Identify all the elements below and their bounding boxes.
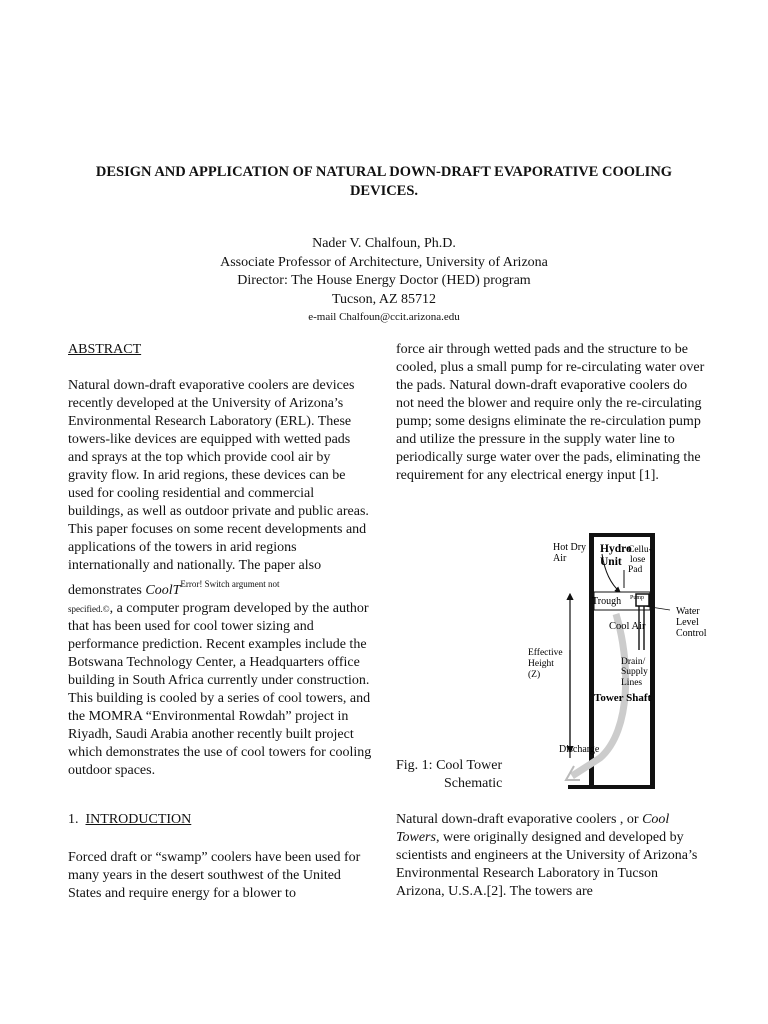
figure-caption-line-2: Schematic [444, 776, 503, 791]
cellulose-pad-label: Cellu-lose Pad [628, 545, 652, 575]
author-block [84, 235, 684, 325]
figure-caption-line-1: Fig. 1: Cool Tower [396, 758, 503, 773]
cool-towers-before: Natural down-draft evaporative coolers , or [396, 812, 643, 827]
program-name: CoolT [145, 583, 181, 598]
abstract-text-before: Natural down-draft evaporative coolers are devices recently developed at the University of Arizona’s Environmental Research Laboratory (ERL). These towers-like devices are equipped with wetted pads and sprays at the top which provide cool air by gravity flow. In arid regions, these devices can be used for cooling residential and commercial buildings, as well as outdoor private and public areas. This paper focuses on some recent developments and applications of the towers in arid regions internationally and nationally. The paper also demonstrates [68, 378, 369, 598]
right-column-bottom-text [396, 811, 706, 901]
cool-tower-schematic [520, 530, 710, 790]
author-director: Director: The House Energy Doctor (HED) program [237, 273, 531, 288]
introduction-paragraph: Forced draft or “swamp” coolers have been used for many years in the desert southwest of the United States and require energy for a blower to [68, 850, 361, 901]
drain-supply-label: Drain/ Supply Lines [621, 657, 648, 688]
title-line-2: DEVICES. [349, 183, 419, 199]
abstract-text [68, 377, 373, 780]
cool-towers-after: , were originally designed and developed by scientists and engineers at the University of Arizona’s Environmental Research Laboratory in Tucson Arizona, U.S.A.[2]. The towers are [396, 830, 698, 899]
author-city: Tucson, AZ 85712 [331, 291, 437, 307]
author-name: Nader V. Chalfoun, Ph.D. [312, 236, 456, 251]
abstract-section [68, 341, 373, 780]
trough-label: Trough [592, 596, 622, 607]
introduction-number: 1. [68, 812, 79, 827]
abstract-heading: ABSTRACT [68, 342, 142, 357]
figure-caption [396, 757, 502, 793]
discharge-label: Discharge [559, 744, 600, 755]
title-line-1: DESIGN AND APPLICATION OF NATURAL DOWN-DRAFT EVAPORATIVE COOLING [95, 164, 673, 180]
author-position: Associate Professor of Architecture, University of Arizona [220, 254, 548, 270]
hot-dry-air-label: Hot Dry Air [553, 542, 587, 564]
hydro-unit-label: Hydro Unit [600, 543, 632, 568]
introduction-title: INTRODUCTION [85, 812, 192, 827]
introduction-heading [68, 812, 191, 828]
cool-air-label: Cool Air [609, 621, 646, 632]
author-email: e-mail Chalfoun@ccit.arizona.edu [308, 311, 460, 323]
water-level-control-label: Water Level Control [676, 606, 707, 639]
right-column-paragraph: force air through wetted pads and the structure to be cooled, plus a small pump for re-circulating water over the pads. Natural down-draft evaporative coolers do not need the blower and require only the re-circulating pump; some designs eliminate the re-circulation pump and utilize the pressure in the supply water line to periodically surge water over the pads, eliminating the requirement for any electrical energy input [1]. [396, 342, 705, 483]
abstract-text-after: , a computer program developed by the author that has been used for cool tower sizing and performance prediction. Recent examples include the Botswana Technology Center, a Headquarters office building in South Africa currently under construction. This building is cooled by a series of cool towers, and the MOMRA “Environmental Rowdah” project in Riyadh, Saudi Arabia another recently built project which demonstrates the use of cool towers for cooling outdoor spaces. [68, 601, 372, 778]
paper-title [60, 163, 708, 201]
effective-height-label: Effective Height (Z) [528, 648, 563, 680]
water-level-leader [644, 606, 670, 610]
cool-towers-term: Cool Towers [396, 812, 670, 845]
right-column-top-text [396, 341, 706, 485]
error-note-2: specified.© [68, 604, 110, 614]
pump-label: Pump [630, 595, 645, 601]
error-note: Error! Switch argument not [180, 579, 280, 589]
tower-shaft-label: Tower Shaft [594, 692, 652, 704]
